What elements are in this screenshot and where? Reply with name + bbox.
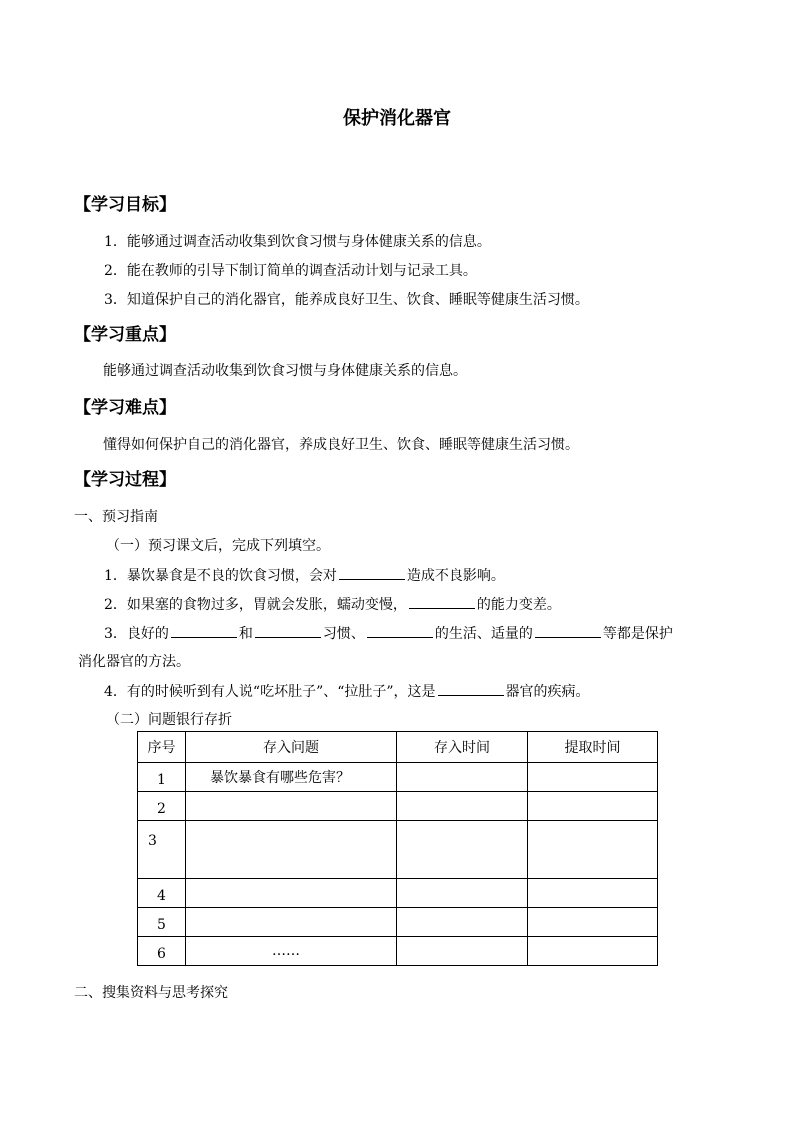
header-question: 存入问题 bbox=[186, 732, 397, 763]
page-title: 保护消化器官 bbox=[343, 108, 451, 129]
row-num: 5 bbox=[138, 908, 186, 937]
row-num: 3 bbox=[138, 821, 186, 879]
question-3 bbox=[104, 623, 673, 644]
table-row bbox=[138, 879, 658, 908]
table-row bbox=[138, 763, 658, 792]
row-withdraw-time[interactable] bbox=[528, 792, 658, 821]
table-row bbox=[138, 821, 658, 879]
fill-blank-3d[interactable] bbox=[535, 623, 601, 638]
row-deposit-time[interactable] bbox=[397, 879, 528, 908]
question-3-part-b: 和 bbox=[238, 626, 253, 642]
row-withdraw-time[interactable] bbox=[528, 937, 658, 966]
goal-item-3: 3．知道保护自己的消化器官，能养成良好卫生、饮食、睡眠等健康生活习惯。 bbox=[104, 292, 589, 308]
row-withdraw-time[interactable] bbox=[528, 908, 658, 937]
question-4-part-a: 4．有的时候听到有人说“吃坏肚子”、“拉肚子”，这是 bbox=[104, 684, 436, 700]
fill-blank-1[interactable] bbox=[339, 565, 405, 580]
question-3-continued: 消化器官的方法。 bbox=[78, 654, 190, 670]
question-bank-table bbox=[137, 731, 658, 966]
goal-item-2: 2．能在教师的引导下制订简单的调查活动计划与记录工具。 bbox=[104, 263, 477, 279]
table-header-row bbox=[138, 732, 658, 763]
row-question[interactable] bbox=[186, 792, 397, 821]
question-2 bbox=[104, 594, 561, 615]
row-withdraw-time[interactable] bbox=[528, 879, 658, 908]
question-1 bbox=[104, 565, 505, 586]
question-2-part-b: 的能力变差。 bbox=[476, 597, 561, 613]
row-num: 6 bbox=[138, 937, 186, 966]
row-num: 4 bbox=[138, 879, 186, 908]
question-4-part-b: 器官的疾病。 bbox=[505, 684, 590, 700]
row-withdraw-time[interactable] bbox=[528, 821, 658, 879]
header-num: 序号 bbox=[138, 732, 186, 763]
sub1-title: （一）预习课文后，完成下列填空。 bbox=[106, 538, 330, 554]
row-deposit-time[interactable] bbox=[397, 937, 528, 966]
difficulties-heading: 【学习难点】 bbox=[74, 398, 176, 418]
question-1-part-a: 1．暴饮暴食是不良的饮食习惯，会对 bbox=[104, 568, 337, 584]
process-heading: 【学习过程】 bbox=[74, 470, 176, 490]
row-deposit-time[interactable] bbox=[397, 908, 528, 937]
row-question[interactable] bbox=[186, 908, 397, 937]
table-row bbox=[138, 908, 658, 937]
row-question[interactable]: …… bbox=[186, 937, 397, 966]
row-withdraw-time[interactable] bbox=[528, 763, 658, 792]
fill-blank-3c[interactable] bbox=[367, 623, 433, 638]
row-question[interactable] bbox=[186, 821, 397, 879]
goals-heading: 【学习目标】 bbox=[74, 195, 176, 215]
fill-blank-2[interactable] bbox=[409, 594, 475, 609]
fill-blank-3b[interactable] bbox=[255, 623, 321, 638]
key-points-text: 能够通过调查活动收集到饮食习惯与身体健康关系的信息。 bbox=[103, 363, 467, 379]
goal-item-1: 1．能够通过调查活动收集到饮食习惯与身体健康关系的信息。 bbox=[104, 234, 491, 250]
part2-title: 二、搜集资料与思考探究 bbox=[74, 985, 228, 1001]
header-withdraw-time: 提取时间 bbox=[528, 732, 658, 763]
question-3-part-e: 等都是保护 bbox=[602, 626, 673, 642]
row-deposit-time[interactable] bbox=[397, 763, 528, 792]
row-num: 1 bbox=[138, 763, 186, 792]
row-num: 2 bbox=[138, 792, 186, 821]
sub2-title: （二）问题银行存折 bbox=[106, 712, 232, 728]
question-4 bbox=[104, 681, 590, 702]
question-3-part-a: 3．良好的 bbox=[104, 626, 169, 642]
question-3-part-d: 的生活、适量的 bbox=[434, 626, 533, 642]
table-row bbox=[138, 792, 658, 821]
row-question[interactable] bbox=[186, 879, 397, 908]
header-deposit-time: 存入时间 bbox=[397, 732, 528, 763]
fill-blank-4[interactable] bbox=[438, 681, 504, 696]
question-1-part-b: 造成不良影响。 bbox=[406, 568, 505, 584]
key-points-heading: 【学习重点】 bbox=[74, 325, 176, 345]
fill-blank-3a[interactable] bbox=[171, 623, 237, 638]
question-3-part-c: 习惯、 bbox=[322, 626, 365, 642]
row-question[interactable]: 暴饮暴食有哪些危害？ bbox=[186, 763, 397, 792]
table-row bbox=[138, 937, 658, 966]
row-deposit-time[interactable] bbox=[397, 792, 528, 821]
question-2-part-a: 2．如果塞的食物过多，胃就会发胀，蠕动变慢， bbox=[104, 597, 407, 613]
difficulties-text: 懂得如何保护自己的消化器官，养成良好卫生、饮食、睡眠等健康生活习惯。 bbox=[103, 437, 579, 453]
row-deposit-time[interactable] bbox=[397, 821, 528, 879]
part1-title: 一、预习指南 bbox=[74, 509, 158, 525]
